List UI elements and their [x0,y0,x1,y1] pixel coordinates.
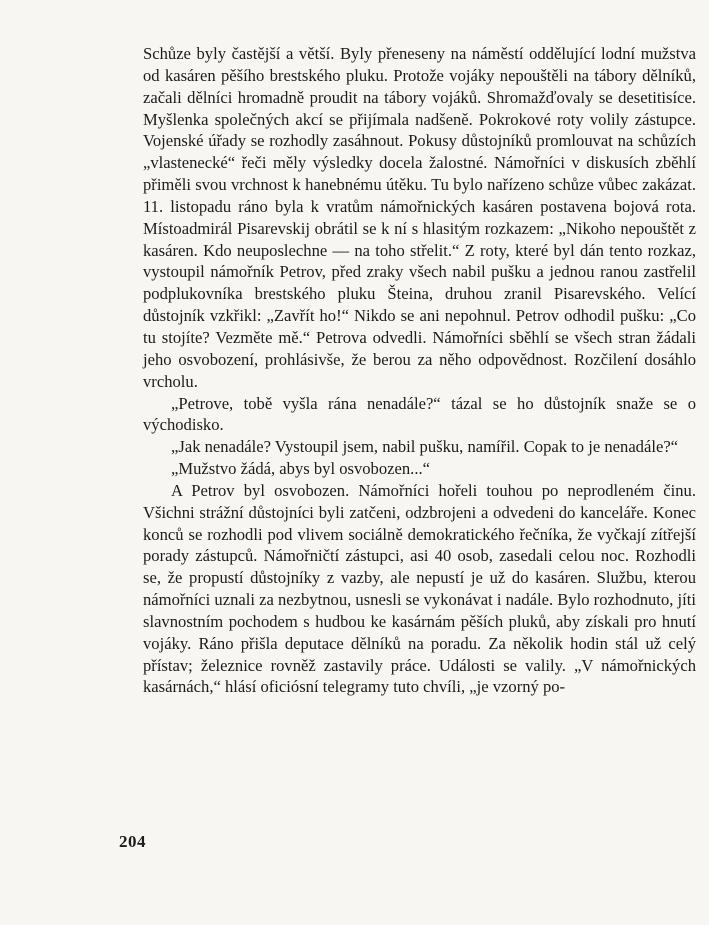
paragraph-3: „Jak nenadále? Vystoupil jsem, nabil pušku, namířil. Copak to je nenadále?“ [171,437,679,457]
paragraph-5: A Petrov byl osvobozen. Námořníci hořeli touhou po neprodleném činu. Všichni strážní důstojníci byli zatčeni, odzbrojeni a odvedeni do kanceláře. Konec konců se rozhodli pod vlivem sociálně demokratického řečníka, že vyčkají zítřejší porady zástupců. Námořničtí zástupci, asi 40 osob, zasedali celou noc. Rozhodli se, že propustí důstojníky z vazby, ale nepustí je už do kasáren. Službu, kterou námořníci uznali za nezbytnou, usnesli se vykonávat i nadále. Bylo rozhodnuto, jíti slavnostním pochodem s hudbou ke kasárnám pěších pluků, aby získali pro hnutí vojáky. Ráno přišla deputace dělníků na poradu. Za několik hodin stál už celý přístav; železnice rovněž zastavily práce. Události se valily. „V námořnických kasárnách,“ hlásí oficiósní telegramy tuto chvíli, „je vzorný po- [143,480,696,697]
paragraph-2: „Petrove, tobě vyšla rána nenadále?“ tázal se ho důstojník snaže se o východisko. [143,393,696,435]
page-number: 204 [119,832,146,851]
paragraph-4: „Mužstvo žádá, abys byl osvobozen...“ [171,459,430,479]
paragraph-1: Schůze byly častější a větší. Byly přeneseny na náměstí oddělující lodní mužstva od kasáren pěšího brestského pluku. Protože vojáky nepouštěli na tábory dělníků, začali dělníci hromadně proudit na tábory vojáků. Shromažďovaly se desetitisíce. Myšlenka společných akcí se přijímala nadšeně. Pokrokové roty volily zástupce. Vojenské úřady se rozhodly zasáhnout. Pokusy důstojníků promlouvat na schůzích „vlastenecké“ řeči měly výsledky docela žalostné. Námořníci v diskusích zběhlí přiměli svou vrchnost k hanebnému útěku. Tu bylo nařízeno schůze vůbec zakázat. 11. listopadu ráno byla k vratům námořnických kasáren postavena bojová rota. Místoadmirál Pisarevskij obrátil se k ní s hlasitým rozkazem: „Nikoho nepouštět z kasáren. Kdo neuposlechne — na toho střelit.“ Z roty, které byl dán tento rozkaz, vystoupil námořník Petrov, před zraky všech nabil pušku a jednou ranou zastřelil podplukovníka brestského pluku Šteina, druhou zranil Pisarevského. Velící důstojník vzkřikl: „Zavřít ho!“ Nikdo se ani nepohnul. Petrov odhodil pušku: „Co tu stojíte? Vezměte mě.“ Petrova odvedli. Námořníci sběhlí se všech stran žádali jeho osvobození, prohlásivše, že berou za něho odpovědnost. Rozčilení dosáhlo vrcholu. [143,44,696,391]
body-text [143,43,696,698]
